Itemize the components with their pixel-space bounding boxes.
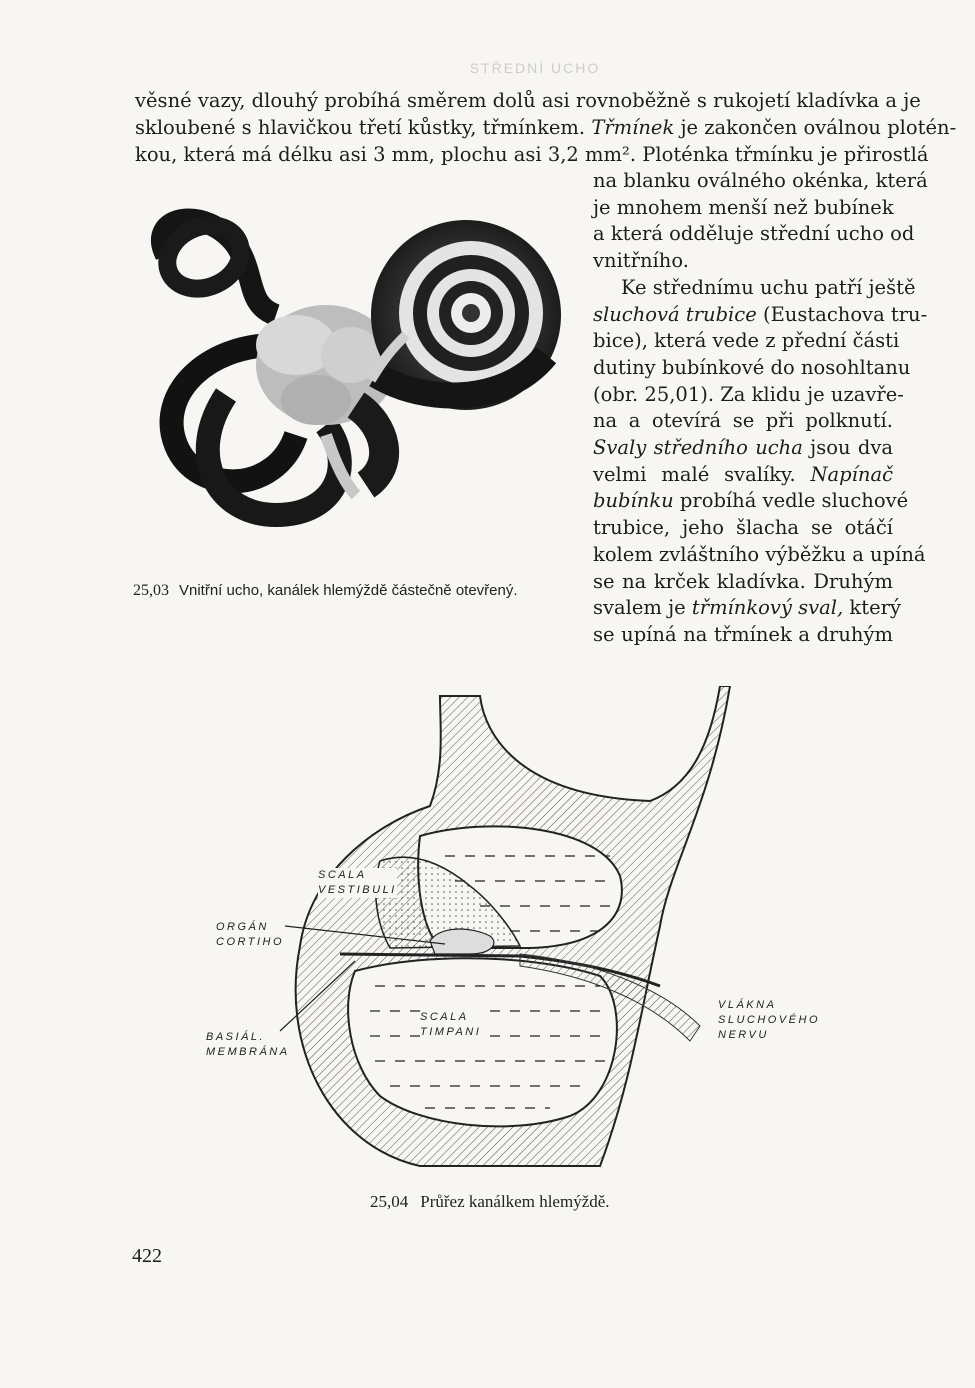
figure1-number: 25,03 bbox=[133, 582, 169, 599]
figure2-caption-text: Průřez kanálkem hlemýždě. bbox=[420, 1192, 610, 1211]
text-line: a která odděluje střední ucho od bbox=[593, 222, 915, 246]
intro-line: kou, která má délku asi 3 mm, plochu asi 3,2 mm². Ploténka třmínku je přirostlá bbox=[135, 143, 929, 166]
text-line: na blanku oválného okénka, která bbox=[593, 169, 928, 192]
text-line: kolem zvláštního výběžku a upíná bbox=[593, 542, 926, 566]
term-svaly: Svaly středního ucha bbox=[593, 436, 803, 460]
text-line: (obr. 25,01). Za klidu je uzavře- bbox=[593, 382, 904, 406]
text-line: vnitřního. bbox=[593, 249, 689, 273]
term-sluchova-trubice: sluchová trubice bbox=[593, 302, 757, 326]
figure1-caption bbox=[133, 582, 518, 600]
text-line: Ke střednímu uchu patří ještě bbox=[621, 275, 916, 299]
label-basilar-membrane: BASIÁL. MEMBRÁNA bbox=[206, 1031, 290, 1058]
text-line: se upíná na třmínek a druhým bbox=[593, 622, 893, 646]
text-line: trubice, jeho šlacha se otáčí bbox=[593, 516, 893, 540]
term-napinac: Napínač bbox=[810, 462, 893, 486]
text-line: je mnohem menší než bubínek bbox=[593, 195, 894, 219]
label-scala-tympani: SCALA TIMPANI bbox=[420, 1011, 482, 1038]
running-head: STŘEDNÍ UCHO bbox=[469, 60, 601, 76]
text-line: dutiny bubínkové do nosohltanu bbox=[593, 355, 911, 379]
right-column-text bbox=[593, 168, 928, 649]
label-scala-vestibuli: SCALA VESTIBULI bbox=[318, 869, 397, 896]
term-trminkovy-sval: třmínkový sval, bbox=[691, 596, 844, 620]
page-number: 422 bbox=[132, 1245, 162, 1267]
text-line: velmi malé svalíky. Napínač bbox=[593, 462, 893, 486]
intro-line: skloubené s hlavičkou třetí kůstky, třmínkem. Třmínek je zakončen oválnou plotén- bbox=[135, 116, 957, 139]
inner-ear-photo bbox=[126, 195, 566, 575]
term-bubinku: bubínku bbox=[593, 489, 674, 513]
text-line: se na krček kladívka. Druhým bbox=[593, 569, 893, 593]
text-line: Svaly středního ucha jsou dva bbox=[593, 436, 893, 460]
figure2-caption bbox=[370, 1192, 610, 1212]
label-nerve-fibers: VLÁKNA SLUCHOVÉHO NERVU bbox=[718, 999, 821, 1041]
cochlea-cross-section bbox=[190, 686, 870, 1176]
text-line: bice), která vede z přední části bbox=[593, 329, 900, 353]
text-line: svalem je třmínkový sval, který bbox=[593, 596, 901, 620]
term-trminek: Třmínek bbox=[591, 116, 675, 139]
figure2-number: 25,04 bbox=[370, 1192, 409, 1211]
text-line: na a otevírá se při polknutí. bbox=[593, 409, 893, 433]
figure1-caption-text: Vnitřní ucho, kanálek hlemýždě částečně otevřený. bbox=[179, 582, 518, 599]
intro-line: věsné vazy, dlouhý probíhá směrem dolů asi rovnoběžně s rukojetí kladívka a je bbox=[135, 89, 921, 112]
text-line: sluchová trubice (Eustachova tru- bbox=[593, 302, 928, 326]
intro-paragraph bbox=[135, 87, 957, 168]
text-line: bubínku probíhá vedle sluchové bbox=[593, 489, 909, 513]
label-organ-corti: ORGÁN CORTIHO bbox=[216, 921, 285, 948]
